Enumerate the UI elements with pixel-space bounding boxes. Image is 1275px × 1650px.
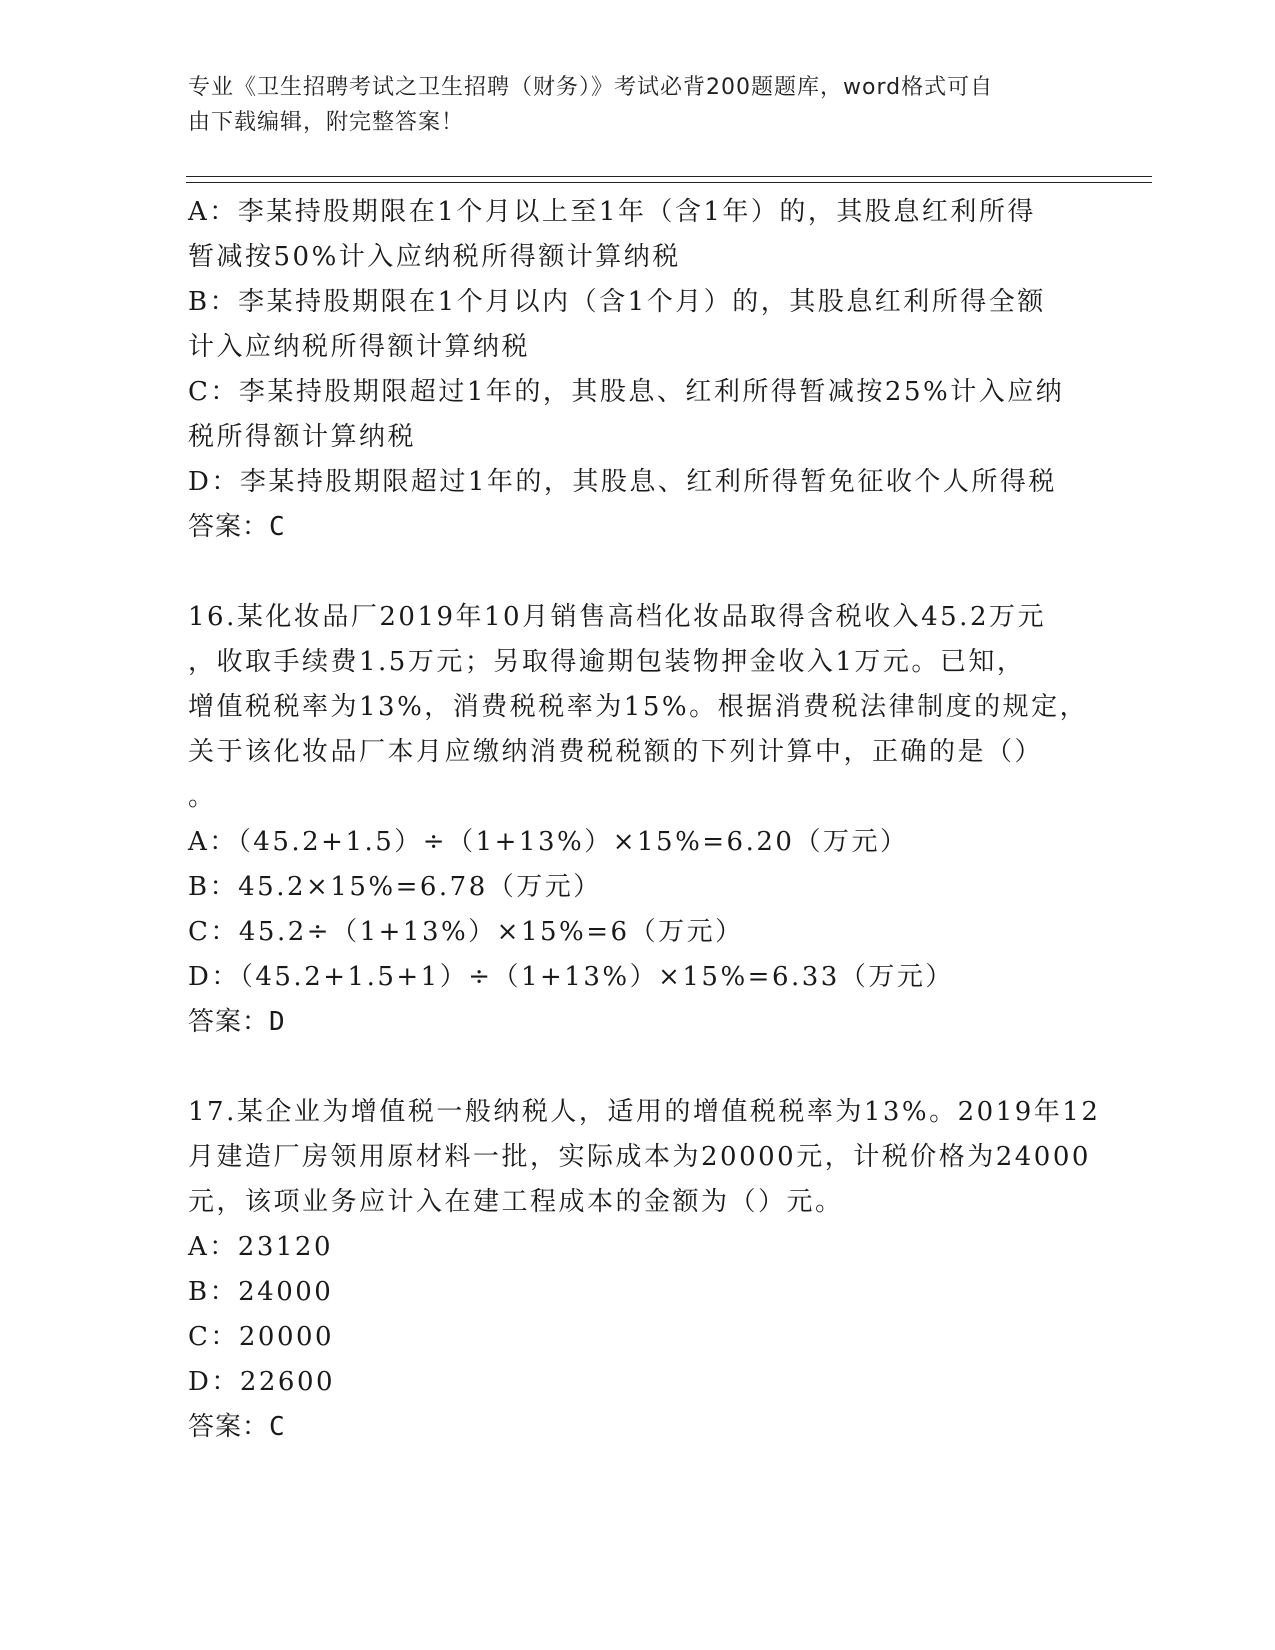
option-line: C：20000: [188, 1322, 335, 1352]
option-line: D：李某持股期限超过1年的，其股息、红利所得暂免征收个人所得税: [188, 467, 1057, 497]
question-16: [188, 595, 1088, 1045]
spacer: [188, 1045, 1088, 1090]
question-content: [188, 190, 1101, 1450]
header-divider-top: [186, 176, 1152, 177]
option-line: 暂减按50%计入应纳税所得额计算纳税: [188, 242, 681, 272]
option-line: B：24000: [188, 1277, 334, 1307]
question-15: [188, 190, 1088, 550]
question-stem-line: 关于该化妆品厂本月应缴纳消费税税额的下列计算中，正确的是（）: [188, 737, 1044, 767]
header-line-1: 专业《卫生招聘考试之卫生招聘（财务）》考试必背200题题库，word格式可自: [188, 75, 994, 100]
option-line: D：（45.2+1.5+1）÷（1+13%）×15%=6.33（万元）: [188, 962, 954, 992]
header-divider-bottom: [186, 182, 1152, 183]
question-stem-line: ，收取手续费1.5万元；另取得逾期包装物押金收入1万元。已知，: [188, 647, 1026, 677]
option-line: 计入应纳税所得额计算纳税: [188, 332, 531, 362]
option-line: B：45.2×15%=6.78（万元）: [188, 872, 602, 902]
option-line: C：45.2÷（1+13%）×15%=6（万元）: [188, 917, 744, 947]
option-line: A：（45.2+1.5）÷（1+13%）×15%=6.20（万元）: [188, 827, 909, 857]
question-17: [188, 1090, 1101, 1450]
answer-label: 答案：C: [188, 1412, 286, 1442]
option-line: D：22600: [188, 1367, 336, 1397]
option-line: A：李某持股期限在1个月以上至1年（含1年）的，其股息红利所得: [188, 197, 1036, 227]
option-line: A：23120: [188, 1232, 333, 1262]
document-header: [188, 70, 1068, 140]
question-stem-line: 16.某化妆品厂2019年10月销售高档化妆品取得含税收入45.2万元: [188, 602, 1046, 632]
question-stem-line: 月建造厂房领用原材料一批，实际成本为20000元，计税价格为24000: [188, 1142, 1091, 1172]
question-stem-line: 17.某企业为增值税一般纳税人，适用的增值税税率为13%。2019年12: [188, 1097, 1101, 1127]
option-line: B：李某持股期限在1个月以内（含1个月）的，其股息红利所得全额: [188, 287, 1046, 317]
question-stem-line: 增值税税率为13%，消费税税率为15%。根据消费税法律制度的规定，: [188, 692, 1089, 722]
spacer: [188, 550, 1088, 595]
option-line: 税所得额计算纳税: [188, 422, 417, 452]
question-stem-line: 元，该项业务应计入在建工程成本的金额为（）元。: [188, 1187, 844, 1217]
answer-label: 答案：D: [188, 1007, 286, 1037]
question-stem-line: 。: [188, 782, 217, 812]
answer-label: 答案：C: [188, 512, 286, 542]
header-line-2: 由下载编辑，附完整答案！: [188, 110, 465, 135]
option-line: C：李某持股期限超过1年的，其股息、红利所得暂减按25%计入应纳: [188, 377, 1065, 407]
